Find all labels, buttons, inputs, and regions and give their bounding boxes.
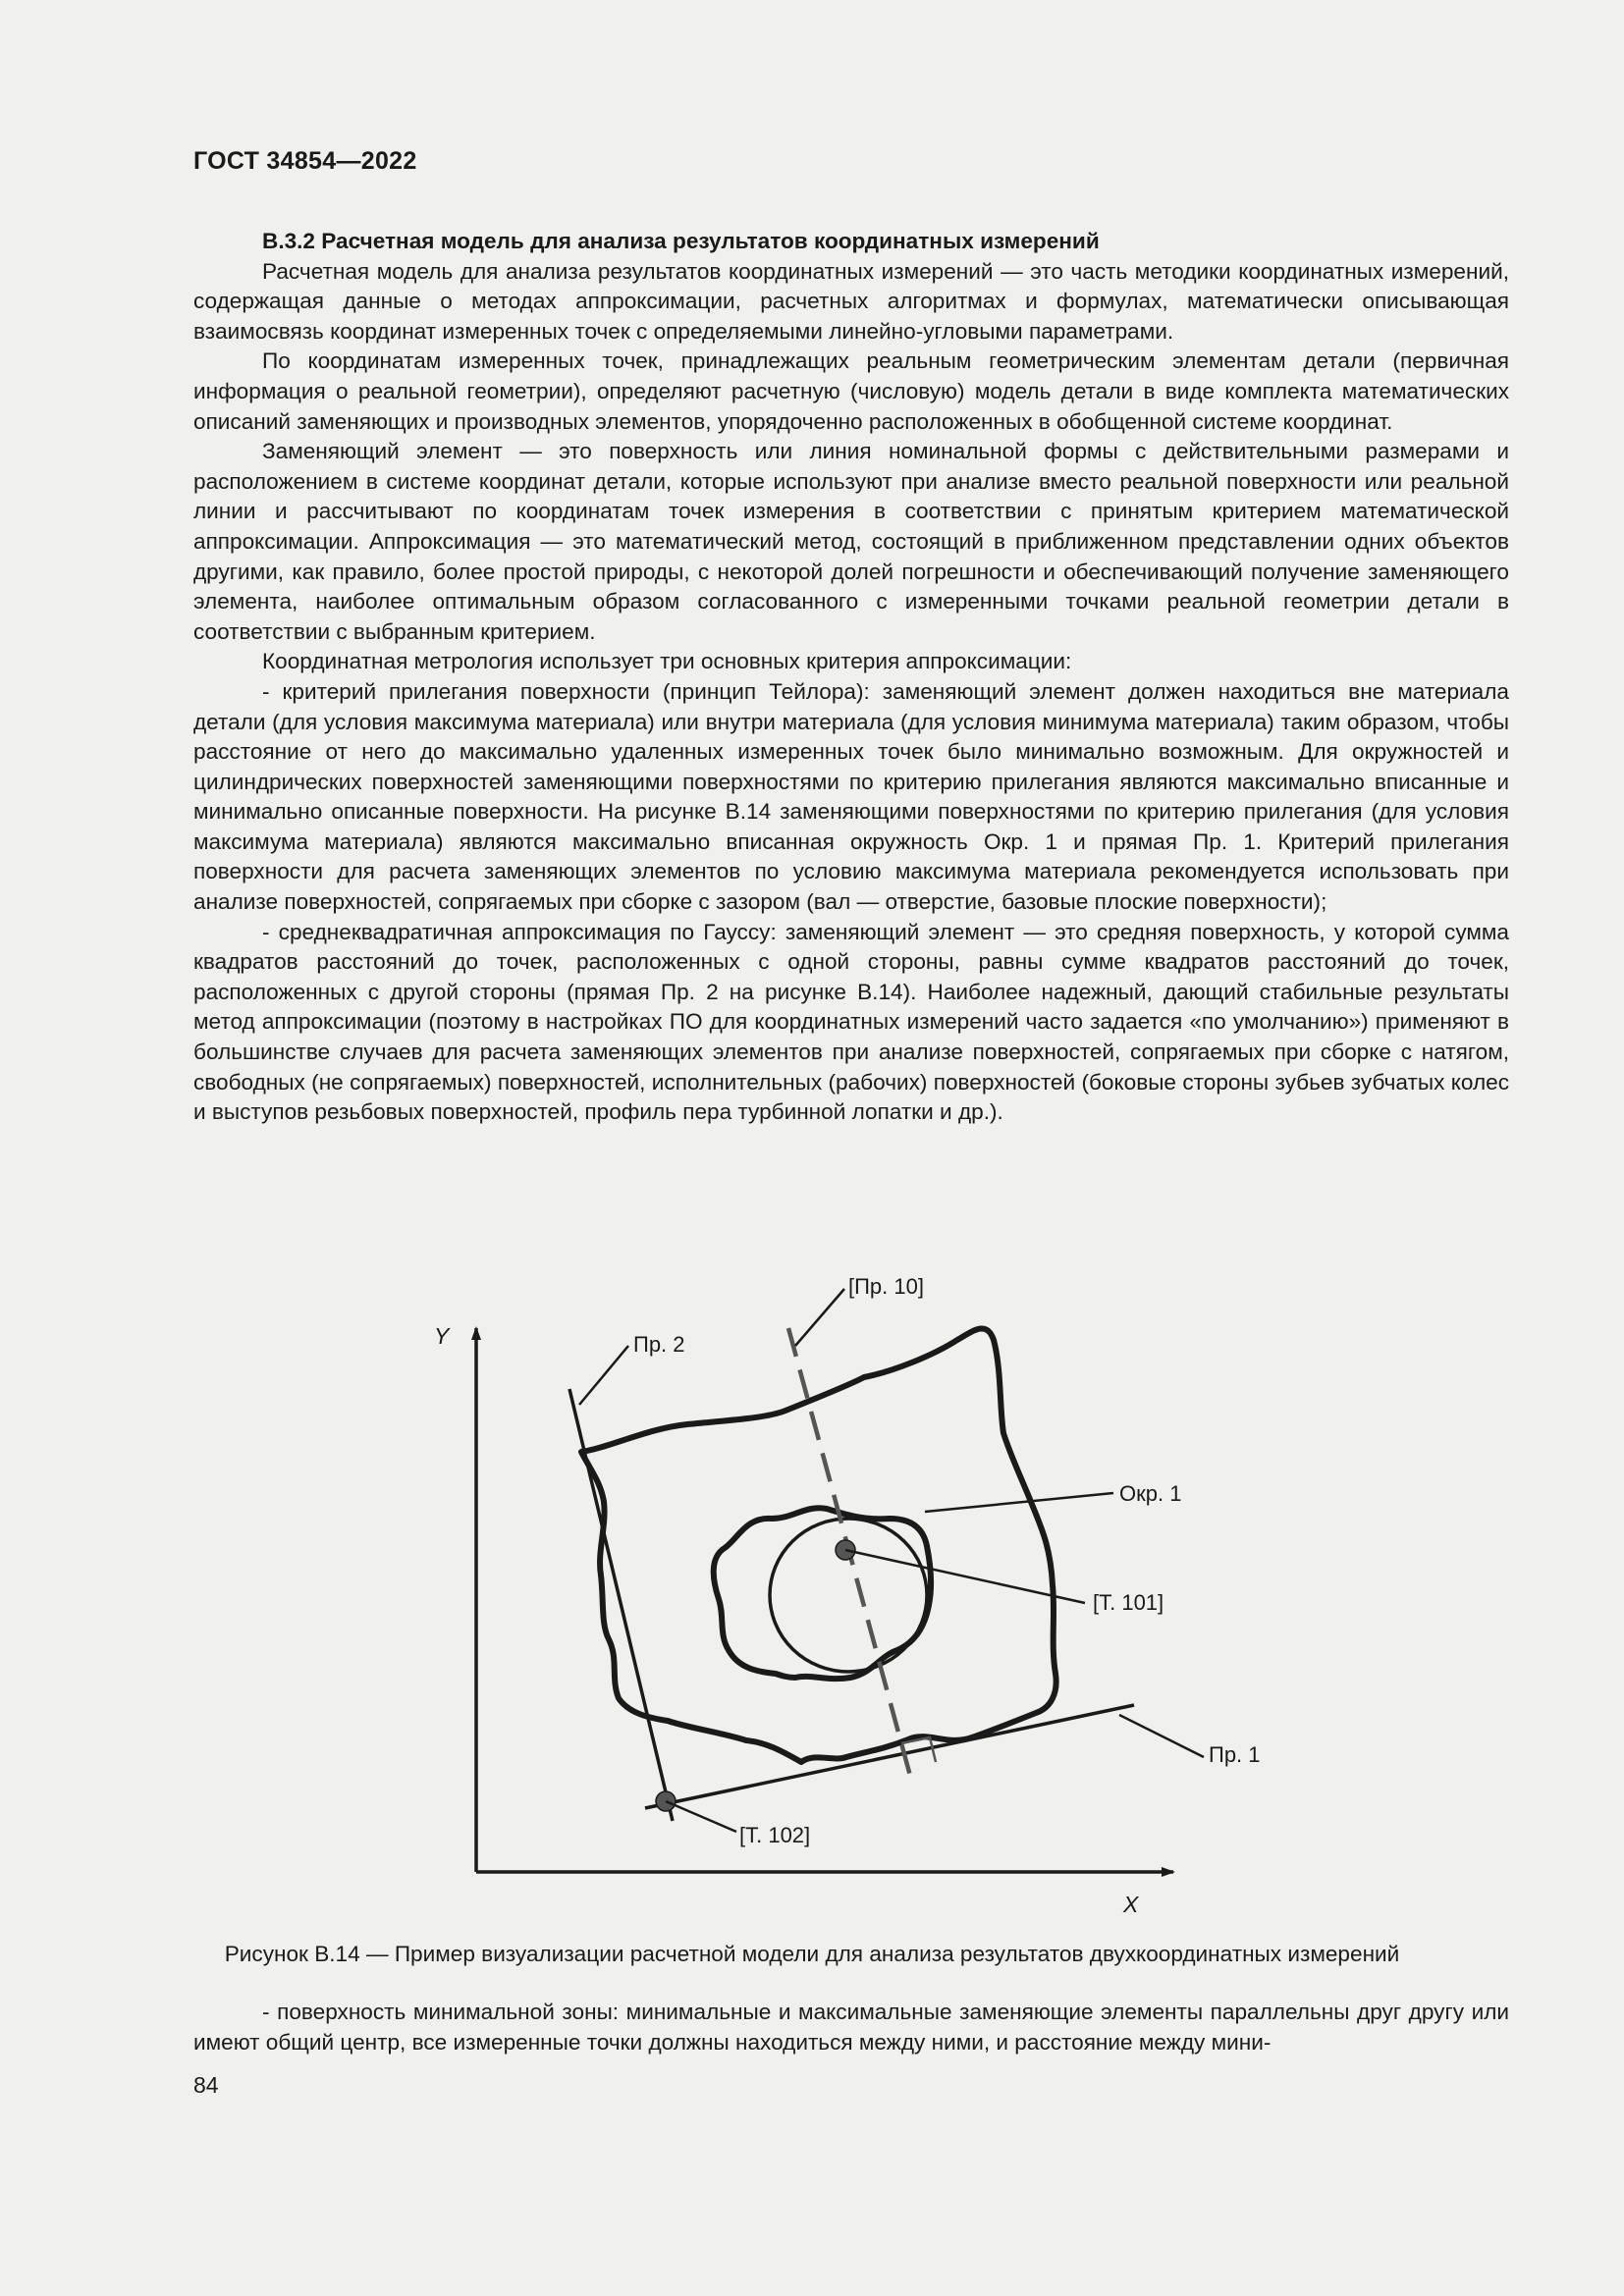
line-pr-2 — [569, 1389, 673, 1821]
continuation-text — [193, 1998, 1509, 2057]
page-number: 84 — [193, 2072, 219, 2098]
leader-okr-1 — [925, 1493, 1113, 1512]
axis-x-label: X — [1123, 1892, 1139, 1917]
paragraph: - поверхность минимальной зоны: минимальные и максимальные заменяющие элементы параллельны друг другу или имеют общий центр, все измеренные точки должны находиться между ними, и расстояние между мини- — [193, 2000, 1509, 2055]
paragraph: - критерий прилегания поверхности (принцип Тейлора): заменяющий элемент должен находиться вне материала детали (для условия максимума материала) или внутри материала (для условия минимума материала) таким образом, чтобы расстояние от него до максимально удаленных измеренных точек было минимально возможным. Для окружностей и цилиндрических поверхностей заменяющими поверхностями по критерию прилегания являются максимально вписанные и минимально описанные поверхности. На рисунке В.14 заменяющими поверхностями по критерию прилегания (для условия максимума материала) являются максимально вписанная окружность Окр. 1 и прямая Пр. 1. Критерий прилегания поверхности для расчета заменяющих элементов по условию максимума материала рекомендуется использовать при анализе поверхностей, сопрягаемых при сборке с зазором (вал — отверстие, базовые плоские поверхности); — [193, 678, 1509, 915]
figure-caption: Рисунок В.14 — Пример визуализации расчетной модели для анализа результатов двухкоординатных измерений — [224, 1942, 1400, 1966]
label-pr-10: [Пр. 10] — [848, 1274, 924, 1299]
paragraph: По координатам измеренных точек, принадлежащих реальным геометрическим элементам детали (первичная информация о реальной геометрии), определяют расчетную (числовую) модель детали в виде комплекта математических описаний заменяющих и производных элементов, упорядоченно расположенных в обобщенной системе координат. — [193, 348, 1509, 434]
line-pr-1 — [645, 1705, 1134, 1808]
label-pr-2: Пр. 2 — [633, 1332, 685, 1357]
paragraph: Расчетная модель для анализа результатов координатных измерений — это часть методики координатных измерений, содержащая данные о методах аппроксимации, расчетных алгоритмах и формулах, математически описывающая взаимосвязь координат измеренных точек с определяемыми линейно-угловыми параметрами. — [193, 258, 1509, 344]
label-pr-1: Пр. 1 — [1209, 1742, 1261, 1767]
leader-t-102 — [666, 1801, 736, 1832]
leader-pr-2 — [579, 1346, 628, 1405]
measured-outer-contour — [581, 1328, 1056, 1762]
section-title: В.3.2 Расчетная модель для анализа результатов координатных измерений — [262, 229, 1100, 253]
paragraph: Координатная метрология использует три основных критерия аппроксимации: — [262, 649, 1072, 674]
axis-y-label: Y — [434, 1323, 450, 1349]
label-t-101: [Т. 101] — [1093, 1590, 1164, 1615]
leader-pr-1 — [1119, 1715, 1204, 1757]
paragraph: Заменяющий элемент — это поверхность или линия номинальной формы с действительными размерами и расположением в системе координат детали, которые используют при анализе вместо реальной поверхности или реальной линии и рассчитывают по координатам точек измерения в соответствии с принятым критерием математической аппроксимации. Аппроксимация — это математический метод, состоящий в приближенном представлении одних объектов другими, как правило, более простой природы, с некоторой долей погрешности и обеспечивающий получение заменяющего элемента, наиболее оптимальным образом согласованного с измеренными точками реальной геометрии детали в соответствии с выбранным критерием. — [193, 439, 1509, 644]
label-okr-1: Окр. 1 — [1119, 1481, 1182, 1506]
section-body — [193, 227, 1509, 1128]
standard-header: ГОСТ 34854—2022 — [193, 147, 417, 175]
figure-b14 — [0, 1261, 1624, 1929]
label-t-102: [Т. 102] — [739, 1823, 811, 1847]
leader-pr-10 — [795, 1289, 844, 1346]
approximation-diagram — [0, 1261, 1624, 1929]
paragraph: - среднеквадратичная аппроксимация по Гауссу: заменяющий элемент — это средняя поверхность, у которой сумма квадратов расстояний до точек, расположенных с одной стороны, равны сумме квадратов расстояний до точек, расположенных с другой стороны (прямая Пр. 2 на рисунке В.14). Наиболее надежный, дающий стабильные результаты метод аппроксимации (поэтому в настройках ПО для координатных измерений часто задается «по умолчанию») применяют в большинстве случаев для расчета заменяющих элементов при анализе поверхностей, сопрягаемых при сборке с натягом, свободных (не сопрягаемых) поверхностей, исполнительных (рабочих) поверхностей (боковые стороны зубьев зубчатых колес и выступов резьбовых поверхностей, профиль пера турбинной лопатки и др.). — [193, 919, 1509, 1125]
